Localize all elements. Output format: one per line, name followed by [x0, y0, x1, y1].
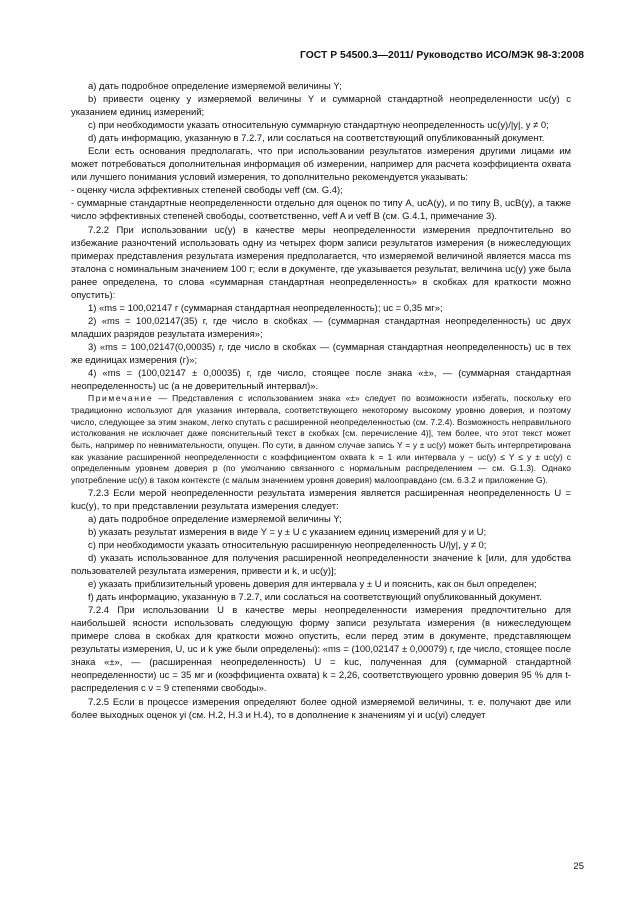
- paragraph: d) дать информацию, указанную в 7.2.7, или сослаться на соответствующий опубликованный документ.: [88, 133, 545, 145]
- paragraph: - оценку числа эффективных степеней свободы νeff (см. G.4);: [71, 185, 343, 197]
- paragraph: a) дать подробное определение измеряемой величины Y;: [88, 81, 342, 92]
- paragraph: 7.2.2 При использовании uc(y) в качестве меры неопределенности измерения предпочтительно во избежание разночтений использовать одну из четырех форм записи результатов измерения (в нижеследующих примерах представления результата измерения предполагается, что измеряемой величиной является масса ms эталона с номинальным значением 100 г; если в документе, где указывается результат, величина uc(y) уже была ранее определена, то слова «суммарная стандартная неопределенность» в скобках для краткости можно опустить):: [71, 224, 571, 301]
- paragraph: 1) «ms = 100,02147 г (суммарная стандартная неопределенность); uc = 0,35 мг»;: [88, 302, 443, 314]
- page-number: 25: [573, 861, 584, 872]
- paragraph: 7.2.3 Если мерой неопределенности результата измерения является расширенная неопределенность U = kuc(y), то при представлении результата измерения следует:: [71, 487, 571, 512]
- paragraph: 7.2.4 При использовании U в качестве меры неопределенности измерения предпочтительно для наибольшей ясности использовать следующую форму записи результата измерения (в нижеследующем примере слова в скобках для краткости можно опустить, если перед этим в документе, представляющем результаты измерения, U, uc и k уже были определены): «ms = (100,02147 ± 0,00079) г, где число, стоящее после знака «±», — (расширенная неопределенность) U = kuc, полученная для (суммарной стандартной неопределенности) uc = 35 мг и (коэффициента охвата) k = 2,26, соответствующего уровню доверия 95 % для t-распределения с ν = 9 степенями свободы».: [71, 605, 571, 695]
- page-body: [71, 80, 571, 722]
- paragraph: d) указать использованное для получения расширенной неопределенности значение k [или, для удобства пользователей результата измерения, привести и k, и uc(y)];: [71, 552, 571, 578]
- paragraph: Если есть основания предполагать, что при использовании результатов измерения другими лицами им может потребоваться дополнительная информация об измерении, например для расчета коэффициента охвата или лучшего понимания условий измерения, то дополнительно рекомендуется указывать:: [71, 146, 571, 184]
- note: [71, 393, 571, 487]
- paragraph: c) при необходимости указать относительную суммарную стандартную неопределенность uc(y)/|y|, y ≠ 0;: [88, 120, 549, 132]
- paragraph: 4) «ms = (100,02147 ± 0,00035) г, где число, стоящее после знака «±», — (суммарная стандартная неопределенность) uc (а не доверительный интервал)».: [71, 368, 571, 393]
- paragraph: a) дать подробное определение измеряемой величины Y;: [88, 513, 342, 525]
- paragraph: e) указать приблизительный уровень доверия для интервала y ± U и пояснить, как он был определен;: [88, 579, 537, 591]
- paragraph: f) дать информацию, указанную в 7.2.7, или сослаться на соответствующий опубликованный документ.: [88, 592, 542, 604]
- paragraph: c) при необходимости указать относительную расширенную неопределенность U/|y|, y ≠ 0;: [88, 539, 487, 551]
- note-label: Примечание: [88, 393, 154, 404]
- paragraph: b) привести оценку y измеряемой величины Y и суммарной стандартной неопределенности uc(y) с указанием единиц измерений;: [71, 94, 571, 119]
- paragraph: 3) «ms = 100,02147(0,00035) г, где число в скобках — (суммарная стандартная неопределенность) uc в тех же единицах измерения (г)»;: [71, 341, 571, 366]
- paragraph: - суммарные стандартные неопределенности отдельно для оценок по типу А, ucA(y), и по типу В, ucB(y), а также число эффективных степеней свободы, соответственно, νeff A и νeff B (см. G.4.1, примечание 3).: [71, 198, 571, 223]
- note-text: — Представления с использованием знака «±» следует по возможности избегать, поскольку его традиционно используют для указания интервала, соответствующего некоторому высокому уровню доверия, и поэтому число, следующее за этим знаком, легко спутать с расширенной неопределенностью (см. 7.2.4). Возможность неправильного истолкования не исключает даже пояснительный текст в скобках [см. перечисление 4)], тем более, что этот текст может быть, например по невнимательности, опущен. По сути, в данном случае запись Y = y ± uc(y) может быть интерпретирована как указание расширенной неопределенности с коэффициентом охвата k = 1 или интервала y − uc(y) ≤ Y ≤ y ± uc(y) с определенным уровнем доверия p (по умолчанию связанного с нормальным распределением — см. G.1.3). Однако употребление uc(y) в таком контексте (с малым значением уровня доверия) малооправдано (см. 6.3.2 и приложение G).: [71, 393, 571, 486]
- paragraph: b) указать результат измерения в виде Y = y ± U с указанием единиц измерений для y и U;: [88, 526, 487, 538]
- paragraph: 7.2.5 Если в процессе измерения определяют более одной измеряемой величины, т. е. получают две или более выходных оценок yi (см. H.2, H.3 и H.4), то в дополнение к значениям yi и uc(yi) следует: [71, 696, 571, 721]
- paragraph: 2) «ms = 100,02147(35) г, где число в скобках — (суммарная стандартная неопределенность) uc двух младших разрядов результата измерения»;: [71, 315, 571, 340]
- running-header: ГОСТ Р 54500.3—2011/ Руководство ИСО/МЭК 98-3:2008: [299, 50, 584, 61]
